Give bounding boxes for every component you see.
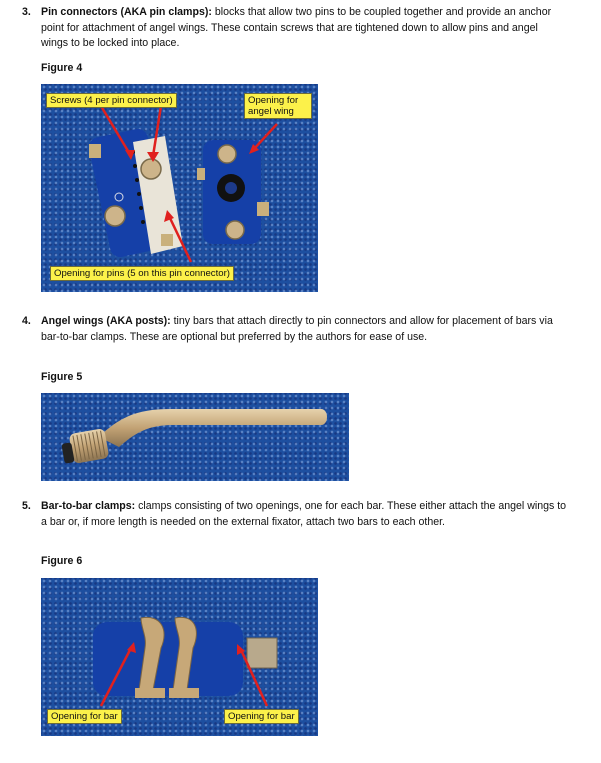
callout-bar-opening-left: Opening for bar	[47, 709, 122, 724]
item-description: clamps consisting of two openings, one for each bar. These either attach the angel wings to a bar or, if more length is needed on the external fixator, attach two bars to each other.	[41, 500, 567, 528]
list-item-pin-connectors	[22, 5, 567, 53]
item-number: 4.	[22, 315, 31, 327]
item-term: Angel wings (AKA posts):	[41, 315, 171, 327]
item-term: Bar-to-bar clamps:	[41, 500, 136, 512]
item-text	[41, 314, 567, 345]
figure-label: Figure 6	[41, 555, 83, 567]
callout-angel-wing-opening: Opening for angel wing	[244, 93, 312, 119]
item-description: blocks that allow two pins to be coupled together and provide an anchor point for attachment of angel wings. These contain screws that are tightened down to allow pins and angel wings to be locked into place.	[41, 6, 552, 49]
item-term: Pin connectors (AKA pin clamps):	[41, 6, 212, 18]
item-description: tiny bars that attach directly to pin connectors and allow for placement of bars via bar-to-bar clamps. These are optional but preferred by the authors for ease of use.	[41, 315, 553, 343]
item-number: 3.	[22, 6, 31, 18]
item-text	[41, 499, 567, 530]
angel-wing-illustration	[41, 393, 349, 481]
pin-connector-left	[87, 127, 183, 259]
figure-6-photo	[41, 578, 318, 736]
list-item-bar-to-bar-clamps	[22, 499, 567, 547]
pin-connector-right	[197, 140, 269, 244]
figure-4-photo	[41, 84, 318, 292]
list-item-angel-wings	[22, 314, 567, 362]
figure-label: Figure 4	[41, 62, 83, 74]
callout-pin-openings: Opening for pins (5 on this pin connector)	[50, 266, 234, 281]
figure-5-photo	[41, 393, 349, 481]
callout-screws: Screws (4 per pin connector)	[46, 93, 177, 108]
item-number: 5.	[22, 500, 31, 512]
figure-label: Figure 5	[41, 371, 83, 383]
item-text	[41, 5, 567, 52]
callout-bar-opening-right: Opening for bar	[224, 709, 299, 724]
